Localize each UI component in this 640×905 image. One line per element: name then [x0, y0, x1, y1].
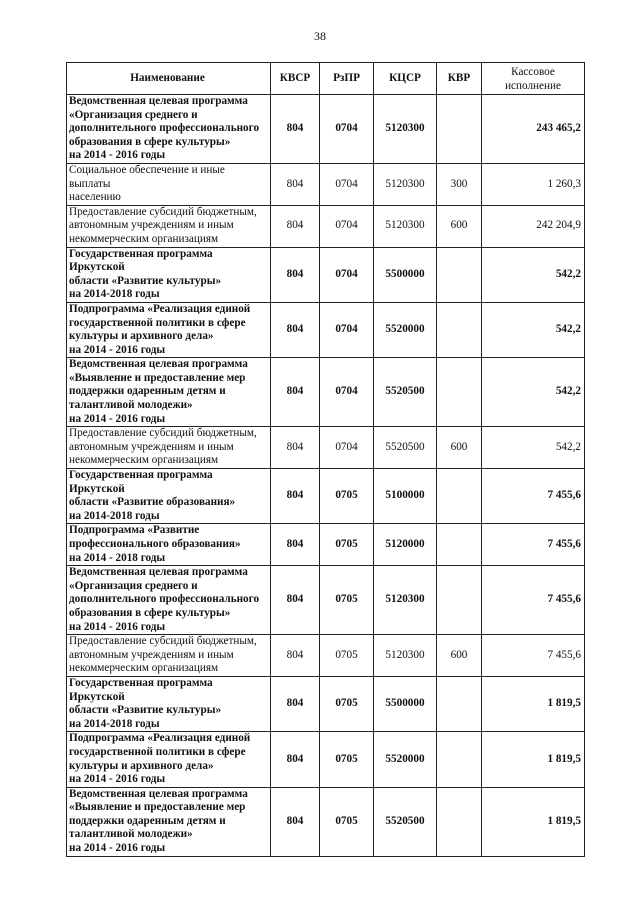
cell-rzpr: 0704 [320, 205, 374, 247]
cell-kvsr: 804 [271, 302, 320, 357]
header-amount: Кассовое исполнение [482, 63, 585, 95]
cell-kvsr: 804 [271, 247, 320, 302]
cell-rzpr: 0705 [320, 732, 374, 787]
cell-kcsr: 5520500 [374, 427, 437, 469]
cell-kcsr: 5520500 [374, 787, 437, 856]
cell-amount: 7 455,6 [482, 469, 585, 524]
table-header-row [67, 63, 585, 95]
table-row [67, 635, 585, 677]
cell-amount: 242 204,9 [482, 205, 585, 247]
cell-name: Социальное обеспечение и иные выплаты населению [67, 163, 271, 205]
cell-kvsr: 804 [271, 524, 320, 566]
cell-name: Ведомственная целевая программа «Выявление и предоставление мер поддержки одаренным детям и талантливой молодежи» на 2014 - 2016 годы [67, 358, 271, 427]
cell-rzpr: 0705 [320, 787, 374, 856]
cell-name: Предоставление субсидий бюджетным, автономным учреждениям и иным некоммерческим организациям [67, 427, 271, 469]
cell-rzpr: 0705 [320, 524, 374, 566]
table-row [67, 205, 585, 247]
header-name: Наименование [67, 63, 271, 95]
cell-kvsr: 804 [271, 95, 320, 164]
cell-rzpr: 0705 [320, 676, 374, 731]
cell-kvsr: 804 [271, 732, 320, 787]
table-row [67, 427, 585, 469]
cell-name: Подпрограмма «Реализация единой государственной политики в сфере культуры и архивного дела» на 2014 - 2016 годы [67, 302, 271, 357]
cell-kvsr: 804 [271, 676, 320, 731]
table-row [67, 247, 585, 302]
cell-kvr: 300 [437, 163, 482, 205]
cell-name: Государственная программа Иркутской области «Развитие образования» на 2014-2018 годы [67, 469, 271, 524]
cell-kcsr: 5120300 [374, 205, 437, 247]
table-row [67, 302, 585, 357]
cell-rzpr: 0704 [320, 95, 374, 164]
cell-name: Ведомственная целевая программа «Выявление и предоставление мер поддержки одаренным детям и талантливой молодежи» на 2014 - 2016 годы [67, 787, 271, 856]
cell-kvsr: 804 [271, 163, 320, 205]
header-kcsr: КЦСР [374, 63, 437, 95]
cell-name: Ведомственная целевая программа «Организация среднего и дополнительного профессионального образования в сфере культуры» на 2014 - 2016 годы [67, 566, 271, 635]
cell-kvr: 600 [437, 205, 482, 247]
cell-kvr [437, 787, 482, 856]
cell-rzpr: 0704 [320, 427, 374, 469]
cell-amount: 542,2 [482, 302, 585, 357]
cell-kvsr: 804 [271, 787, 320, 856]
cell-name: Подпрограмма «Развитие профессионального образования» на 2014 - 2018 годы [67, 524, 271, 566]
cell-rzpr: 0705 [320, 566, 374, 635]
table-row [67, 469, 585, 524]
budget-execution-table [66, 62, 585, 857]
table-row [67, 676, 585, 731]
cell-amount: 542,2 [482, 358, 585, 427]
cell-kvr [437, 732, 482, 787]
cell-kvr [437, 302, 482, 357]
cell-amount: 1 819,5 [482, 787, 585, 856]
cell-name: Государственная программа Иркутской области «Развитие культуры» на 2014-2018 годы [67, 247, 271, 302]
cell-kcsr: 5120300 [374, 566, 437, 635]
cell-kvr [437, 566, 482, 635]
cell-kcsr: 5520000 [374, 302, 437, 357]
table-row [67, 524, 585, 566]
cell-kvr: 600 [437, 427, 482, 469]
cell-kvsr: 804 [271, 427, 320, 469]
cell-rzpr: 0704 [320, 163, 374, 205]
cell-amount: 243 465,2 [482, 95, 585, 164]
cell-name: Предоставление субсидий бюджетным, автономным учреждениям и иным некоммерческим организациям [67, 635, 271, 677]
cell-kvsr: 804 [271, 566, 320, 635]
cell-kcsr: 5500000 [374, 247, 437, 302]
cell-amount: 1 819,5 [482, 676, 585, 731]
cell-kcsr: 5120300 [374, 163, 437, 205]
cell-rzpr: 0704 [320, 247, 374, 302]
table-row [67, 163, 585, 205]
cell-name: Предоставление субсидий бюджетным, автономным учреждениям и иным некоммерческим организациям [67, 205, 271, 247]
cell-rzpr: 0705 [320, 469, 374, 524]
table-row [67, 732, 585, 787]
table-row [67, 787, 585, 856]
cell-rzpr: 0704 [320, 358, 374, 427]
header-rzpr: РзПР [320, 63, 374, 95]
cell-kcsr: 5120000 [374, 524, 437, 566]
cell-kvsr: 804 [271, 358, 320, 427]
cell-amount: 7 455,6 [482, 524, 585, 566]
cell-amount: 1 819,5 [482, 732, 585, 787]
cell-amount: 542,2 [482, 427, 585, 469]
cell-kvr [437, 524, 482, 566]
cell-name: Подпрограмма «Реализация единой государственной политики в сфере культуры и архивного дела» на 2014 - 2016 годы [67, 732, 271, 787]
cell-name: Ведомственная целевая программа «Организация среднего и дополнительного профессионального образования в сфере культуры» на 2014 - 2016 годы [67, 95, 271, 164]
cell-kvr: 600 [437, 635, 482, 677]
cell-kcsr: 5120300 [374, 95, 437, 164]
cell-kvr [437, 676, 482, 731]
header-kvr: КВР [437, 63, 482, 95]
cell-amount: 7 455,6 [482, 635, 585, 677]
cell-kvr [437, 247, 482, 302]
cell-kvsr: 804 [271, 635, 320, 677]
table-row [67, 358, 585, 427]
cell-kcsr: 5520500 [374, 358, 437, 427]
cell-rzpr: 0704 [320, 302, 374, 357]
cell-kcsr: 5500000 [374, 676, 437, 731]
cell-kvsr: 804 [271, 469, 320, 524]
cell-amount: 7 455,6 [482, 566, 585, 635]
cell-amount: 542,2 [482, 247, 585, 302]
cell-amount: 1 260,3 [482, 163, 585, 205]
cell-name: Государственная программа Иркутской области «Развитие культуры» на 2014-2018 годы [67, 676, 271, 731]
cell-kvr [437, 469, 482, 524]
cell-kvr [437, 358, 482, 427]
cell-kcsr: 5120300 [374, 635, 437, 677]
cell-kvr [437, 95, 482, 164]
page-number: 38 [314, 29, 326, 43]
cell-kvsr: 804 [271, 205, 320, 247]
table-row [67, 95, 585, 164]
table-row [67, 566, 585, 635]
table-body [67, 95, 585, 857]
cell-rzpr: 0705 [320, 635, 374, 677]
cell-kcsr: 5100000 [374, 469, 437, 524]
header-kvsr: КВСР [271, 63, 320, 95]
cell-kcsr: 5520000 [374, 732, 437, 787]
